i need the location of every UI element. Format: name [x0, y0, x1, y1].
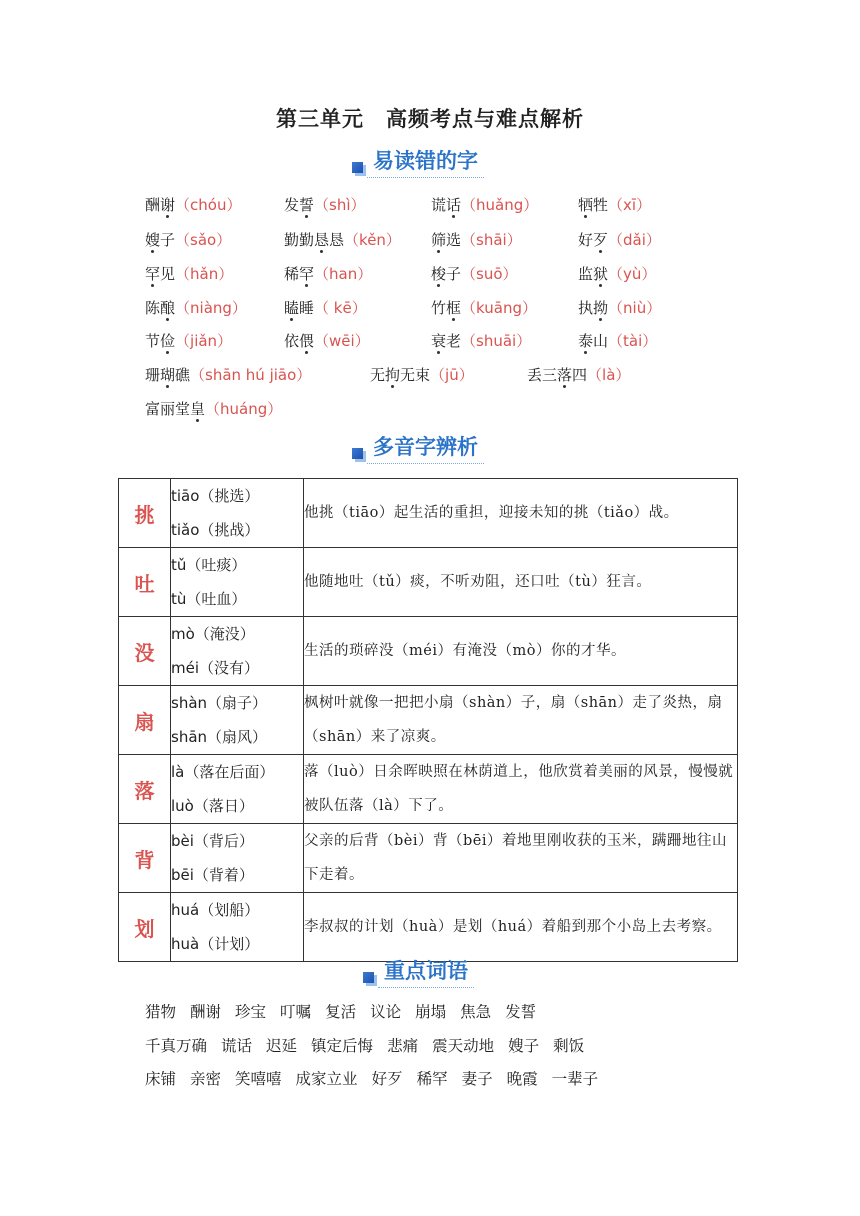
polyphone-char: 扇 — [119, 686, 171, 755]
polyphone-char: 吐 — [119, 548, 171, 617]
vocab-word: 震天动地 — [432, 1037, 495, 1055]
polyphone-char: 没 — [119, 617, 171, 686]
vocab-word: 镇定后悔 — [311, 1037, 374, 1055]
emphasized-char: 拗 — [593, 299, 609, 317]
misread-item — [145, 297, 247, 319]
pinyin: （tài） — [608, 332, 658, 350]
table-row — [119, 755, 738, 824]
readings — [171, 686, 304, 755]
emphasized-char: 酿 — [160, 299, 176, 317]
vocab-word: 晚霞 — [506, 1070, 538, 1088]
emphasized-char: 谢 — [160, 196, 176, 214]
section-header-polyphone — [352, 432, 484, 466]
example-sentence: 父亲的后背（bèi）背（bēi）着地里刚收获的玉米，蹒跚地往山下走着。 — [304, 824, 738, 893]
misread-item — [578, 229, 661, 251]
vocab-word: 谎话 — [221, 1037, 253, 1055]
readings — [171, 893, 304, 962]
pinyin: （shuāi） — [461, 332, 532, 350]
emphasized-char: 歹 — [593, 231, 609, 249]
misread-item — [431, 330, 531, 352]
word-part: 子 — [160, 231, 176, 249]
reading: tiāo（挑选） — [171, 487, 260, 505]
pinyin: （huǎng） — [461, 196, 539, 214]
misread-item — [431, 297, 537, 319]
vocab-line — [145, 1001, 550, 1023]
reading: là（落在后面） — [171, 763, 275, 781]
word-part: 竹 — [431, 299, 447, 317]
vocab-word: 珍宝 — [235, 1003, 267, 1021]
readings — [171, 548, 304, 617]
pinyin: （jū） — [430, 366, 474, 384]
word-part: 睡 — [299, 299, 315, 317]
misread-item — [284, 330, 370, 352]
reading: huà（计划） — [171, 935, 260, 953]
emphasized-char: 泰 — [578, 332, 594, 350]
misread-item — [527, 364, 630, 386]
emphasized-char: 话 — [446, 196, 462, 214]
vocab-word: 悲痛 — [387, 1037, 419, 1055]
table-row — [119, 617, 738, 686]
pinyin: （niù） — [608, 299, 662, 317]
square-bullet-icon — [363, 972, 374, 983]
pinyin: （hǎn） — [175, 265, 234, 283]
vocab-word: 笑嘻嘻 — [235, 1070, 282, 1088]
section-header-misread — [352, 146, 484, 180]
polyphone-char: 背 — [119, 824, 171, 893]
emphasized-char: 珊瑚礁 — [145, 366, 191, 384]
reading: tiǎo（挑战） — [171, 521, 260, 539]
reading: shàn（扇子） — [171, 694, 268, 712]
pinyin: （kěn） — [344, 231, 401, 249]
vocab-word: 亲密 — [190, 1070, 222, 1088]
misread-item — [431, 263, 518, 285]
vocab-word: 复活 — [325, 1003, 357, 1021]
pinyin: （kuāng） — [461, 299, 537, 317]
table-row — [119, 686, 738, 755]
word-part: 稀 — [284, 265, 300, 283]
pinyin: （dǎi） — [608, 231, 661, 249]
pinyin: （wēi） — [314, 332, 370, 350]
pinyin: （huáng） — [205, 400, 283, 418]
pinyin: （shì） — [314, 196, 366, 214]
emphasized-char: 筛 — [431, 231, 447, 249]
example-sentence: 枫树叶就像一把把小扇（shàn）子，扇（shān）走了炎热，扇（shān）来了凉爽。 — [304, 686, 738, 755]
vocab-word: 崩塌 — [415, 1003, 447, 1021]
emphasized-char: 罕 — [145, 265, 161, 283]
emphasized-char: 衰 — [431, 332, 447, 350]
pinyin: （yù） — [608, 265, 657, 283]
vocab-word: 好歹 — [371, 1070, 403, 1088]
word-part: 选 — [446, 231, 462, 249]
word-part: 见 — [160, 265, 176, 283]
reading: bèi（背后） — [171, 832, 254, 850]
word-part: 依 — [284, 332, 300, 350]
misread-item — [578, 297, 661, 319]
vocab-word: 稀罕 — [416, 1070, 448, 1088]
word-part: 监 — [578, 265, 594, 283]
table-row — [119, 548, 738, 617]
misread-item — [284, 297, 367, 319]
word-part: 勤勤 — [284, 231, 315, 249]
emphasized-char: 梭 — [431, 265, 447, 283]
misread-item — [284, 263, 372, 285]
vocab-word: 迟延 — [266, 1037, 298, 1055]
word-part: 陈 — [145, 299, 161, 317]
word-part: 执 — [578, 299, 594, 317]
readings — [171, 479, 304, 548]
reading: huá（划船） — [171, 901, 260, 919]
emphasized-char: 落 — [557, 366, 573, 384]
word-part: 谎 — [431, 196, 447, 214]
pinyin: （suō） — [461, 265, 518, 283]
example-sentence: 他挑（tiāo）起生活的重担，迎接未知的挑（tiǎo）战。 — [304, 479, 738, 548]
misread-item — [578, 330, 657, 352]
word-part: 富丽堂 — [145, 400, 191, 418]
table-row — [119, 824, 738, 893]
polyphone-table — [118, 478, 738, 962]
example-sentence: 生活的琐碎没（méi）有淹没（mò）你的才华。 — [304, 617, 738, 686]
vocab-word: 嫂子 — [508, 1037, 540, 1055]
example-sentence: 他随地吐（tǔ）痰，不听劝阻，还口吐（tù）狂言。 — [304, 548, 738, 617]
pinyin: （ kē） — [314, 299, 367, 317]
word-part: 老 — [446, 332, 462, 350]
word-part: 丢三 — [527, 366, 558, 384]
pinyin: （shān hú jiāo） — [190, 366, 312, 384]
vocab-word: 议论 — [370, 1003, 402, 1021]
readings — [171, 617, 304, 686]
misread-item — [145, 229, 231, 251]
reading: mò（淹没） — [171, 625, 255, 643]
word-part: 子 — [446, 265, 462, 283]
vocab-line — [145, 1035, 598, 1057]
word-part: 无束 — [400, 366, 431, 384]
polyphone-char: 落 — [119, 755, 171, 824]
vocab-word: 妻子 — [461, 1070, 493, 1088]
word-part: 无 — [370, 366, 386, 384]
pinyin: （là） — [587, 366, 631, 384]
pinyin: （han） — [314, 265, 373, 283]
vocab-word: 发誓 — [505, 1003, 537, 1021]
pinyin: （niàng） — [175, 299, 247, 317]
polyphone-char: 划 — [119, 893, 171, 962]
misread-item — [578, 263, 656, 285]
example-sentence: 李叔叔的计划（huà）是划（huá）着船到那个小岛上去考察。 — [304, 893, 738, 962]
pinyin: （shāi） — [461, 231, 522, 249]
misread-item — [145, 263, 233, 285]
reading: luò（落日） — [171, 797, 254, 815]
pinyin: （sǎo） — [175, 231, 232, 249]
misread-item — [431, 229, 522, 251]
vocab-word: 焦急 — [460, 1003, 492, 1021]
vocab-word: 床铺 — [145, 1070, 177, 1088]
emphasized-char: 拘 — [385, 366, 401, 384]
word-part: 山 — [593, 332, 609, 350]
reading: bēi（背着） — [171, 866, 254, 884]
misread-item — [431, 194, 538, 216]
emphasized-char: 恳 — [314, 231, 330, 249]
word-part: 四 — [572, 366, 588, 384]
vocab-word: 叮嘱 — [280, 1003, 312, 1021]
emphasized-char: 嫂 — [145, 231, 161, 249]
emphasized-char: 瞌 — [284, 299, 300, 317]
word-part: 牲 — [593, 196, 609, 214]
emphasized-char: 偎 — [299, 332, 315, 350]
misread-item — [145, 194, 241, 216]
emphasized-char: 罕 — [299, 265, 315, 283]
word-part: 节 — [145, 332, 161, 350]
square-bullet-icon — [352, 162, 363, 173]
word-part: 酬 — [145, 196, 161, 214]
section-title: 重点词语 — [378, 956, 474, 988]
page-title: 第三单元 高频考点与难点解析 — [276, 107, 584, 131]
vocab-word: 猎物 — [145, 1003, 177, 1021]
word-part: 发 — [284, 196, 300, 214]
reading: tǔ（吐痰） — [171, 556, 247, 574]
pinyin: （jiǎn） — [175, 332, 233, 350]
word-part: 好 — [578, 231, 594, 249]
emphasized-char: 框 — [446, 299, 462, 317]
misread-item — [145, 330, 232, 352]
word-part: 恳 — [329, 231, 345, 249]
misread-item — [370, 364, 474, 386]
emphasized-char: 誓 — [299, 196, 315, 214]
reading: shān（扇风） — [171, 728, 268, 746]
vocab-word: 成家立业 — [295, 1070, 358, 1088]
square-bullet-icon — [352, 448, 363, 459]
emphasized-char: 俭 — [160, 332, 176, 350]
reading: méi（没有） — [171, 659, 260, 677]
section-title: 易读错的字 — [367, 146, 484, 178]
misread-item — [145, 398, 282, 420]
pinyin: （chóu） — [175, 196, 242, 214]
polyphone-char: 挑 — [119, 479, 171, 548]
example-sentence: 落（luò）日余晖映照在林荫道上，他欣赏着美丽的风景，慢慢就被队伍落（là）下了。 — [304, 755, 738, 824]
misread-item — [578, 194, 651, 216]
table-row — [119, 479, 738, 548]
misread-item — [284, 194, 366, 216]
section-header-vocabulary — [363, 956, 474, 990]
emphasized-char: 狱 — [593, 265, 609, 283]
section-title: 多音字辨析 — [367, 432, 484, 464]
pinyin: （xī） — [608, 196, 652, 214]
emphasized-char: 牺 — [578, 196, 594, 214]
readings — [171, 824, 304, 893]
readings — [171, 755, 304, 824]
vocab-word: 千真万确 — [145, 1037, 208, 1055]
misread-item — [145, 364, 311, 386]
vocab-word: 酬谢 — [190, 1003, 222, 1021]
vocab-line — [145, 1068, 612, 1090]
emphasized-char: 皇 — [190, 400, 206, 418]
reading: tù（吐血） — [171, 590, 247, 608]
table-row — [119, 893, 738, 962]
misread-item — [284, 229, 401, 251]
vocab-word: 一辈子 — [551, 1070, 599, 1088]
vocab-word: 剩饭 — [553, 1037, 585, 1055]
